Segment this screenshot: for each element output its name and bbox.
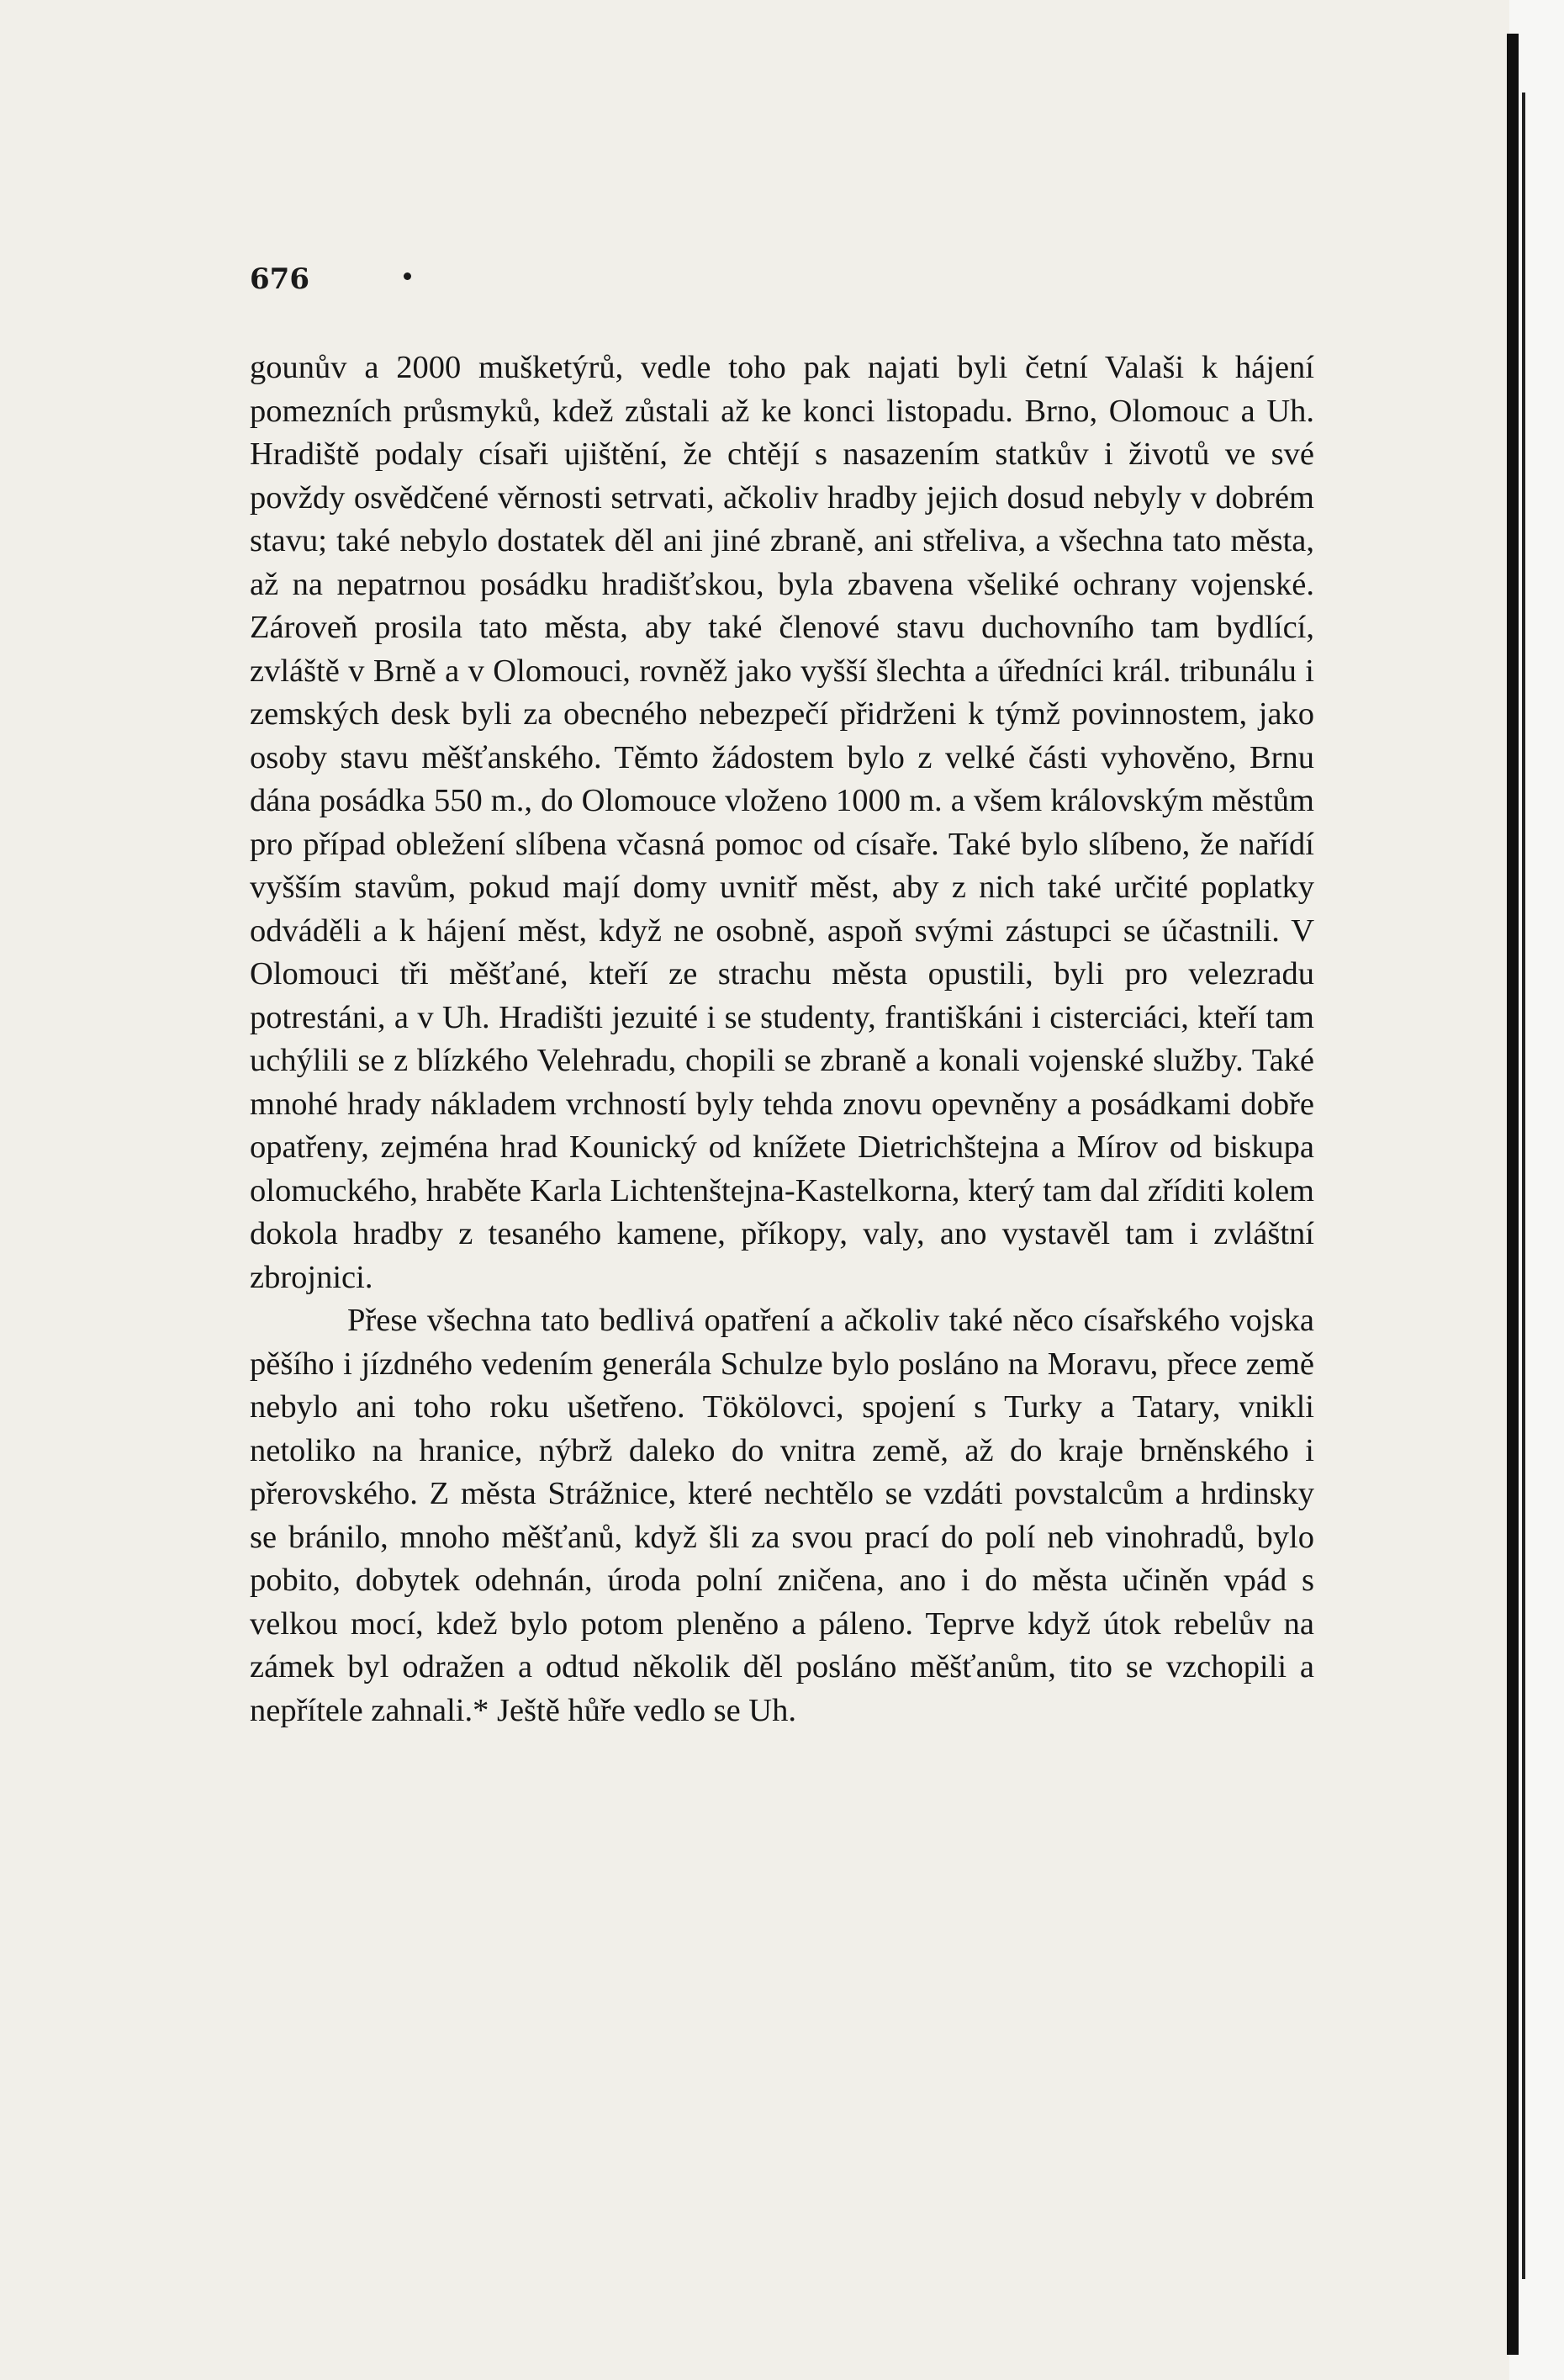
paragraph-1: gounův a 2000 mušketýrů, vedle toho pak najati byli četní Valaši k hájení pomezních průsmyků, kdež zůstali až ke konci listopadu. Brno, Olomouc a Uh. Hradiště podaly císaři ujištění, že chtějí s nasazením statkův i životů ve své povždy osvědčené věrnosti setrvati, ačkoliv hradby jejich dosud nebyly v dobrém stavu; také nebylo dostatek děl ani jiné zbraně, ani střeliva, a všechna tato města, až na nepatrnou posádku hradišťskou, byla zbavena všeliké ochrany vojenské. Zároveň prosila tato města, aby také členové stavu duchovního tam bydlící, zvláště v Brně a v Olomouci, rovněž jako vyšší šlechta a úředníci král. tribunálu i zemských desk byli za obecného nebezpečí přidrženi k týmž povinnostem, jako osoby stavu měšťanského. Těmto žádostem bylo z velké části vyhověno, Brnu dána posádka 550 m., do Olomouce vloženo 1000 m. a všem královským městům pro případ obležení slíbena včasná pomoc od císaře. Také bylo slíbeno, že nařídí vyšším stavům, pokud mají domy uvnitř měst, aby z nich také určité poplatky odváděli a k hájení měst, když ne osobně, aspoň svými zástupci se účastnili. V Olomouci tři měšťané, kteří ze strachu města opustili, byli pro velezradu potrestáni, a v Uh. Hradišti jezuité i se studenty, františkáni i cisterciáci, kteří tam uchýlili se z blízkého Velehradu, chopili se zbraně a konali vojenské služby. Také mnohé hrady nákladem vrchností byly tehda znovu opevněny a posádkami dobře opatřeny, zejména hrad Kounický od knížete Dietrichštejna a Mírov od biskupa olomuckého, hraběte Karla Lichtenštejna-Kastelkorna, který tam dal zříditi kolem dokola hradby z tesaného kamene, příkopy, valy, ano vystavěl tam i zvláštní zbrojnici. bbox=[250, 350, 1314, 1295]
page-number: 676 bbox=[250, 262, 309, 296]
scan-edge-line bbox=[1522, 93, 1525, 2279]
scan-edge-shadow bbox=[1507, 34, 1519, 2355]
page-body bbox=[250, 346, 1314, 1732]
paragraph-2: Přese všechna tato bedlivá opatření a ačkoliv také něco císařského vojska pěšího i jízdného vedením generála Schulze bylo posláno na Moravu, přece země nebylo ani toho roku ušetřeno. Tökölovci, spojení s Turky a Tatary, vnikli netoliko na hranice, nýbrž daleko do vnitra země, až do kraje brněnského i přerovského. Z města Strážnice, které nechtělo se vzdáti povstalcům a hrdinsky se bránilo, mnoho měšťanů, když šli za svou prací do polí neb vinohradů, bylo pobito, dobytek odehnán, úroda polní zničena, ano i do města učiněn vpád s velkou mocí, kdež bylo potom pleněno a páleno. Teprve když útok rebelův na zámek byl odražen a odtud několik děl posláno měšťanům, tito se vzchopili a nepřítele zahnali.* Ještě hůře vedlo se Uh. bbox=[250, 1303, 1314, 1728]
ink-dot bbox=[404, 272, 411, 280]
